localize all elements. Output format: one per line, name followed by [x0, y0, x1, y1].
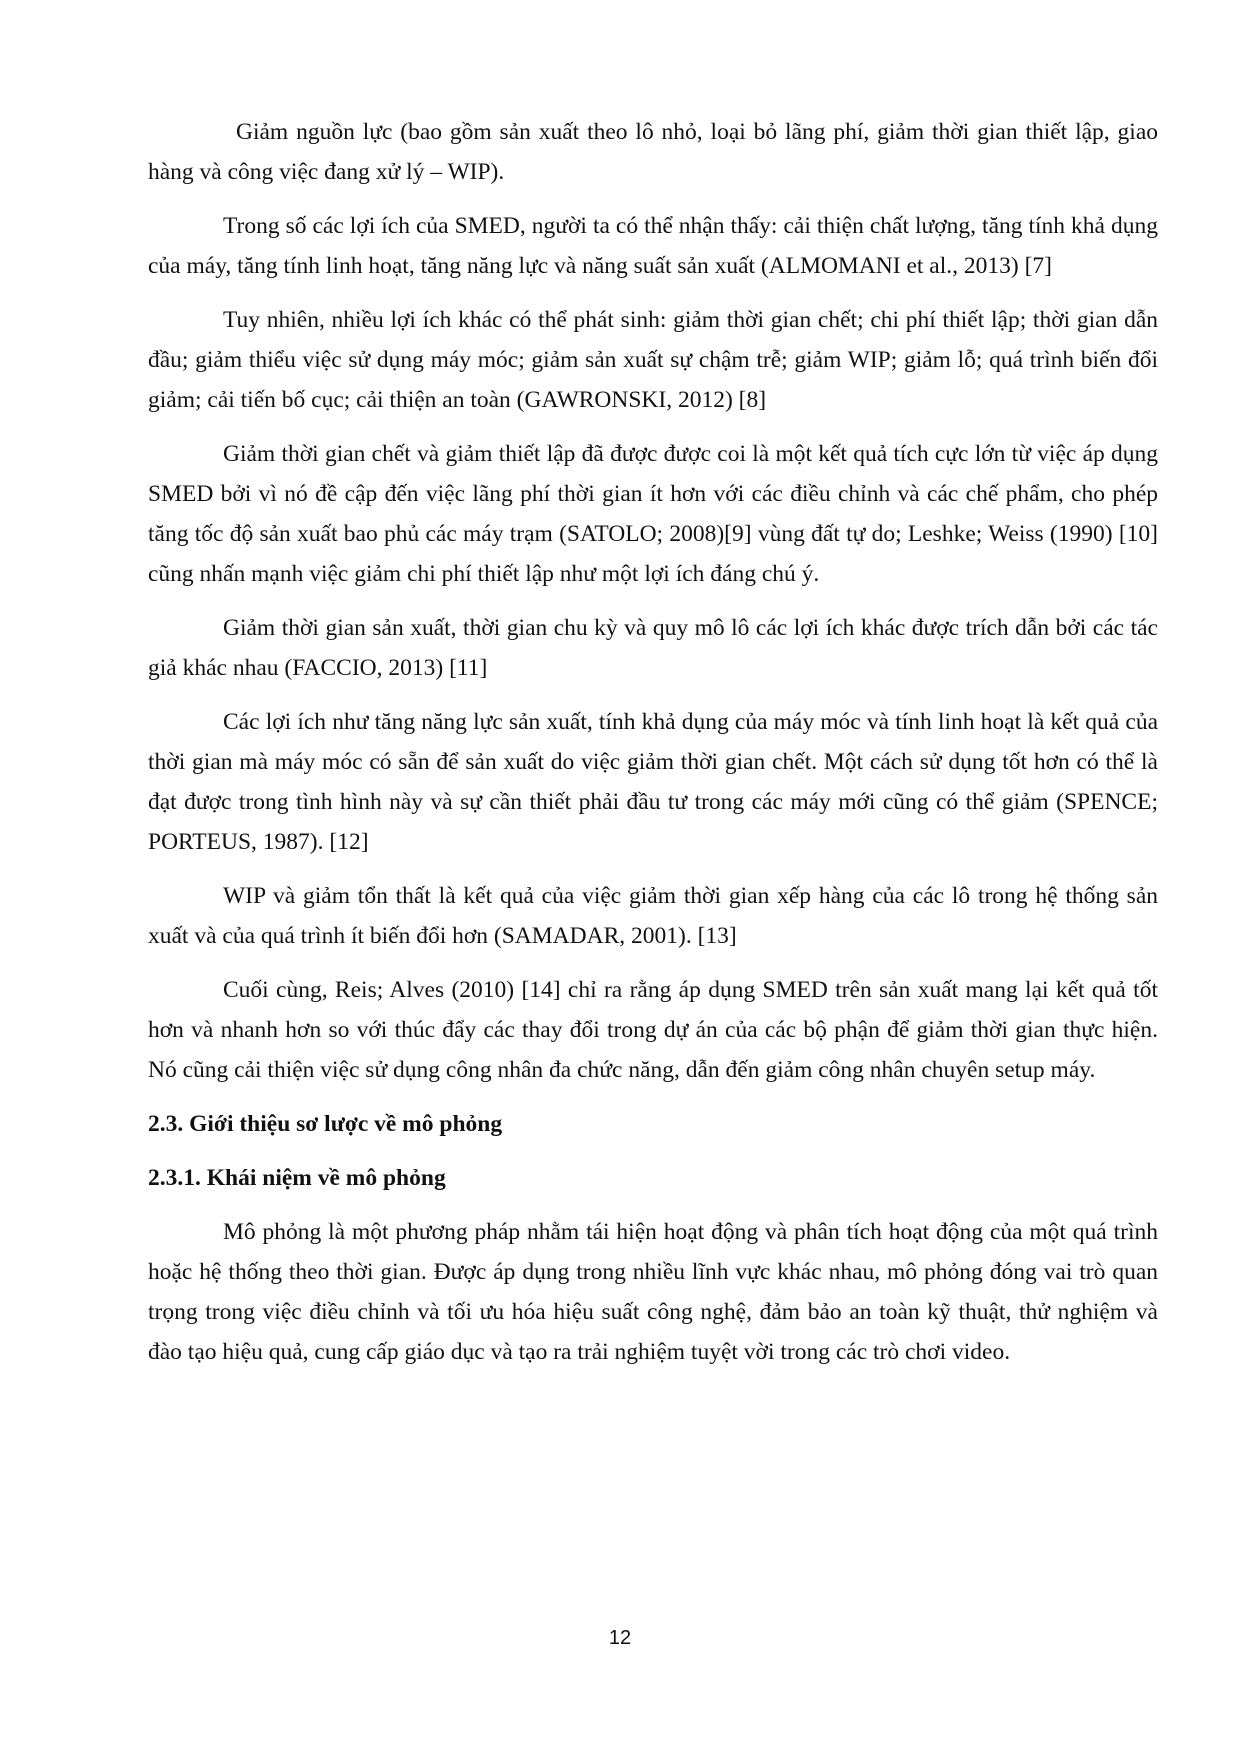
- paragraph-conclusion: Cuối cùng, Reis; Alves (2010) [14] chỉ ra rằng áp dụng SMED trên sản xuất mang lại kết quả tốt hơn và nhanh hơn so với thúc đẩy các thay đổi trong dự án của các bộ phận để giảm thời gian thực hiện. Nó cũng cải thiện việc sử dụng công nhân đa chức năng, dẫn đến giảm công nhân chuyên setup máy.: [148, 977, 1158, 1083]
- paragraph-production-time: Giảm thời gian sản xuất, thời gian chu kỳ và quy mô lô các lợi ích khác được trích dẫn bởi các tác giả khác nhau (FACCIO, 2013) [11]: [148, 615, 1158, 681]
- paragraph-downtime-reduction: Giảm thời gian chết và giảm thiết lập đã được được coi là một kết quả tích cực lớn từ việc áp dụng SMED bởi vì nó đề cập đến việc lãng phí thời gian ít hơn với các điều chỉnh và các chế phẩm, cho phép tăng tốc độ sản xuất bao phủ các máy trạm (SATOLO; 2008)[9] vùng đất tự do; Leshke; Weiss (1990) [10] cũng nhấn mạnh việc giảm chi phí thiết lập như một lợi ích đáng chú ý.: [148, 441, 1158, 587]
- paragraph-wip-losses: WIP và giảm tổn thất là kết quả của việc giảm thời gian xếp hàng của các lô trong hệ thống sản xuất và của quá trình ít biến đổi hơn (SAMADAR, 2001). [13]: [148, 883, 1158, 949]
- paragraph-smed-benefits: Trong số các lợi ích của SMED, người ta có thể nhận thấy: cải thiện chất lượng, tăng tính khả dụng của máy, tăng tính linh hoạt, tăng năng lực và năng suất sản xuất (ALMOMANI et al., 2013) [7]: [148, 213, 1158, 279]
- paragraph-simulation-definition: Mô phỏng là một phương pháp nhằm tái hiện hoạt động và phân tích hoạt động của một quá trình hoặc hệ thống theo thời gian. Được áp dụng trong nhiều lĩnh vực khác nhau, mô phỏng đóng vai trò quan trọng trong việc điều chỉnh và tối ưu hóa hiệu suất công nghệ, đảm bảo an toàn kỹ thuật, thử nghiệm và đào tạo hiệu quả, cung cấp giáo dục và tạo ra trải nghiệm tuyệt vời trong các trò chơi video.: [148, 1219, 1158, 1365]
- subsection-heading: 2.3.1. Khái niệm về mô phỏng: [148, 1165, 446, 1191]
- paragraph-resource-reduction: Giảm nguồn lực (bao gồm sản xuất theo lô nhỏ, loại bỏ lãng phí, giảm thời gian thiết lập, giao hàng và công việc đang xử lý – WIP).: [148, 119, 1158, 185]
- document-page: [148, 112, 1158, 1386]
- paragraph-other-benefits: Tuy nhiên, nhiều lợi ích khác có thể phát sinh: giảm thời gian chết; chi phí thiết lập; thời gian dẫn đầu; giảm thiểu việc sử dụng máy móc; giảm sản xuất sự chậm trễ; giảm WIP; giảm lỗ; quá trình biến đổi giảm; cải tiến bố cục; cải thiện an toàn (GAWRONSKI, 2012) [8]: [148, 307, 1158, 413]
- section-heading: 2.3. Giới thiệu sơ lược về mô phỏng: [148, 1111, 503, 1137]
- page-number: 12: [608, 1627, 632, 1649]
- paragraph-capacity-benefits: Các lợi ích như tăng năng lực sản xuất, tính khả dụng của máy móc và tính linh hoạt là kết quả của thời gian mà máy móc có sẵn để sản xuất do việc giảm thời gian chết. Một cách sử dụng tốt hơn có thể là đạt được trong tình hình này và sự cần thiết phải đầu tư trong các máy mới cũng có thể giảm (SPENCE; PORTEUS, 1987). [12]: [148, 709, 1158, 855]
